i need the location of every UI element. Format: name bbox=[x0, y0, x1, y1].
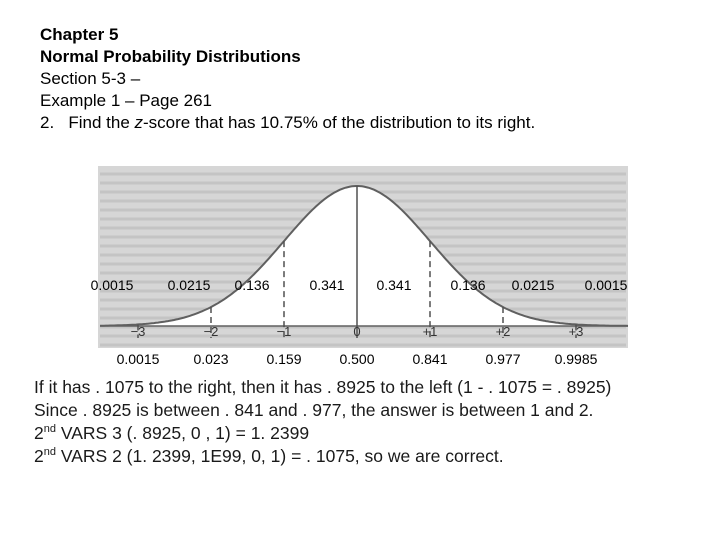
solution-notes bbox=[34, 376, 611, 468]
question-suffix: -score that has 10.75% of the distribution to its right. bbox=[143, 113, 536, 132]
note-3-text: VARS 3 (. 8925, 0 , 1) = 1. 2399 bbox=[55, 423, 310, 443]
axis-tick-label: 0 bbox=[353, 324, 361, 339]
region-probability: 0.0215 bbox=[511, 277, 555, 293]
note-line-2: Since . 8925 is between . 841 and . 977, the answer is between 1 and 2. bbox=[34, 400, 594, 420]
axis-tick-label: +3 bbox=[568, 324, 584, 339]
section-label: Section 5-3 – bbox=[40, 69, 141, 88]
axis-tick-label: +1 bbox=[422, 324, 438, 339]
region-probability: 0.136 bbox=[234, 277, 270, 293]
region-probability: 0.136 bbox=[450, 277, 486, 293]
axis-tick-label: −3 bbox=[130, 324, 146, 339]
region-probability: 0.0015 bbox=[90, 277, 134, 293]
cumulative-probability: 0.159 bbox=[266, 351, 302, 367]
cumulative-probability: 0.977 bbox=[485, 351, 521, 367]
note-line-4 bbox=[34, 445, 611, 468]
region-probability: 0.0215 bbox=[167, 277, 211, 293]
normal-curve-figure bbox=[0, 160, 720, 370]
note-line-3 bbox=[34, 422, 611, 445]
question-prefix: Find the bbox=[68, 113, 135, 132]
axis-tick-label: −1 bbox=[276, 324, 292, 339]
region-probability: 0.0015 bbox=[584, 277, 628, 293]
axis-tick-label: +2 bbox=[495, 324, 511, 339]
note-3-sup: nd bbox=[43, 423, 56, 436]
region-probability: 0.341 bbox=[376, 277, 412, 293]
question-number: 2. bbox=[40, 113, 55, 132]
chapter-subtitle: Normal Probability Distributions bbox=[40, 47, 301, 66]
chapter-title: Chapter 5 bbox=[40, 25, 119, 44]
region-probability: 0.341 bbox=[309, 277, 345, 293]
note-4-num: 2 bbox=[34, 446, 44, 466]
question-text bbox=[40, 112, 535, 134]
cumulative-probability: 0.841 bbox=[412, 351, 448, 367]
cumulative-probability: 0.9985 bbox=[554, 351, 598, 367]
note-3-num: 2 bbox=[34, 423, 44, 443]
note-4-text: VARS 2 (1. 2399, 1E99, 0, 1) = . 1075, so we are correct. bbox=[55, 446, 504, 466]
normal-curve-svg bbox=[0, 160, 720, 370]
note-line-1: If it has . 1075 to the right, then it has . 8925 to the left (1 - . 1075 = . 8925) bbox=[34, 377, 612, 397]
example-label: Example 1 – Page 261 bbox=[40, 91, 213, 110]
slide-header bbox=[40, 24, 535, 134]
axis-tick-label: −2 bbox=[203, 324, 219, 339]
cumulative-probability: 0.500 bbox=[339, 351, 375, 367]
cumulative-probabilities bbox=[117, 351, 598, 367]
cumulative-probability: 0.0015 bbox=[116, 351, 160, 367]
question-variable: z bbox=[134, 113, 144, 132]
cumulative-probability: 0.023 bbox=[193, 351, 229, 367]
note-4-sup: nd bbox=[43, 446, 56, 459]
